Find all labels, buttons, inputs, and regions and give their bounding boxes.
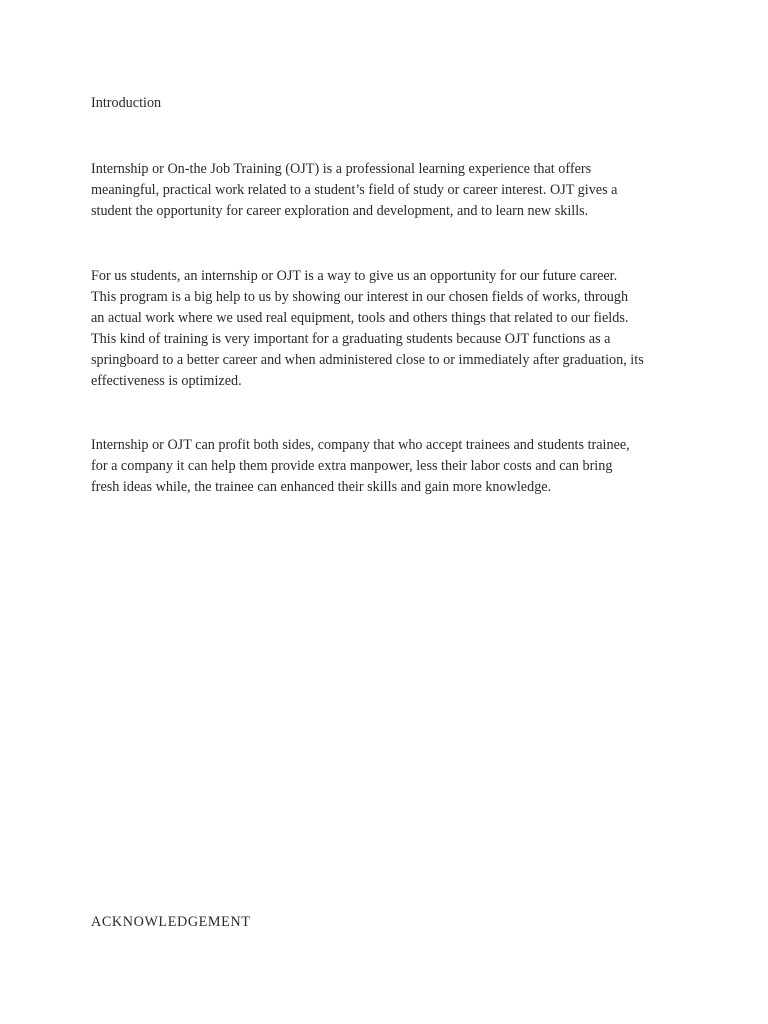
paragraph-students-benefit (91, 266, 691, 392)
paragraph-profit-both-sides (91, 435, 691, 498)
paragraph-line: fresh ideas while, the trainee can enhanced their skills and gain more knowledge. (91, 479, 552, 495)
paragraph-line: This kind of training is very important for a graduating students because OJT functions as a (91, 331, 611, 347)
paragraph-line: meaningful, practical work related to a student’s field of study or career interest. OJT gives a (91, 182, 618, 198)
paragraph-line: for a company it can help them provide extra manpower, less their labor costs and can bring (91, 458, 613, 474)
paragraph-line: Internship or OJT can profit both sides, company that who accept trainees and students trainee, (91, 437, 630, 453)
paragraph-line: springboard to a better career and when administered close to or immediately after graduation, its (91, 352, 644, 368)
paragraph-line: This program is a big help to us by showing our interest in our chosen fields of works, through (91, 289, 629, 305)
paragraph-line: effectiveness is optimized. (91, 373, 242, 389)
paragraph-line: student the opportunity for career exploration and development, and to learn new skills. (91, 203, 589, 219)
paragraph-line: Internship or On-the Job Training (OJT) is a professional learning experience that offers (91, 161, 592, 177)
paragraph-internship-definition (91, 159, 691, 222)
section-title-acknowledgement: ACKNOWLEDGEMENT (91, 914, 251, 930)
paragraph-line: For us students, an internship or OJT is a way to give us an opportunity for our future career. (91, 268, 618, 284)
page-title: Introduction (91, 95, 162, 111)
paragraph-line: an actual work where we used real equipment, tools and others things that related to our fields. (91, 310, 629, 326)
